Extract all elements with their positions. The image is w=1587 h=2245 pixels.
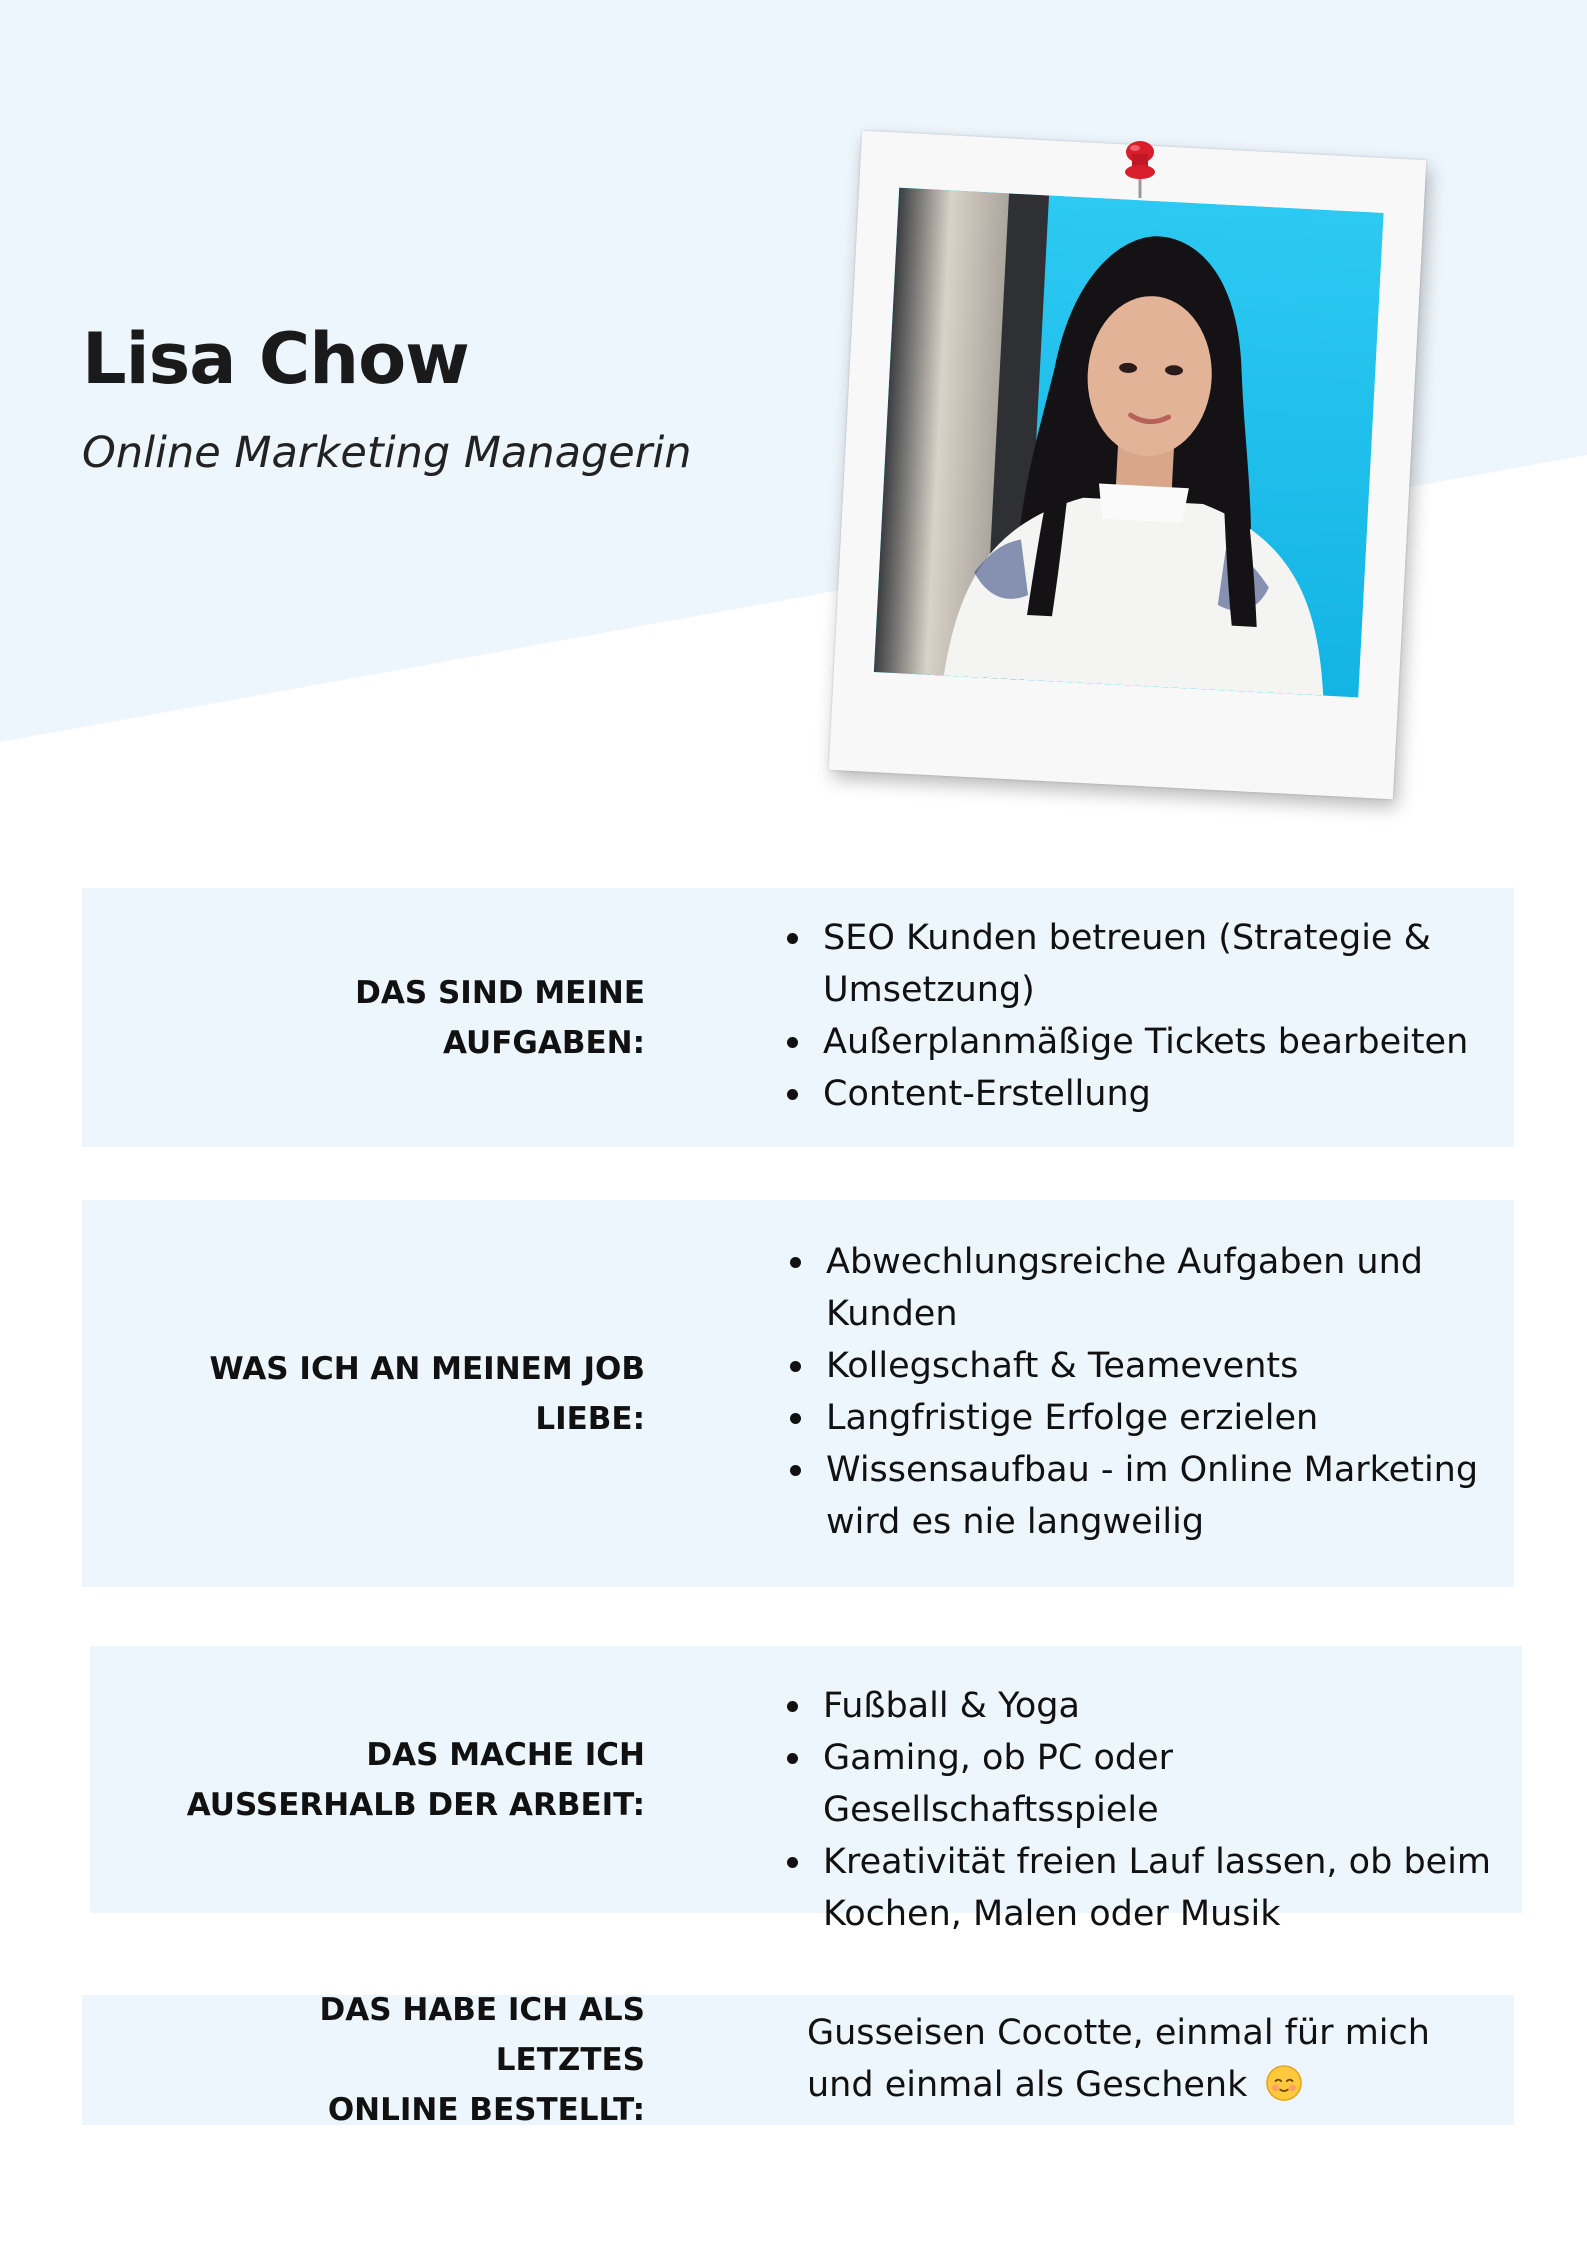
section-label — [165, 1992, 645, 2128]
section-label — [165, 1200, 645, 1587]
section-label-line: ONLINE BESTELLT: — [327, 2092, 645, 2128]
portrait-photo — [874, 188, 1384, 698]
section-hobbies — [90, 1646, 1522, 1934]
section-label-line: AUSSERHALB DER ARBEIT: — [186, 1786, 645, 1823]
smiling-face-emoji-icon — [1265, 2064, 1303, 2102]
list-item: Langfristige Erfolge erzielen — [790, 1392, 1490, 1444]
bullet-icon — [787, 1753, 798, 1764]
section-label-line: DAS MACHE ICH — [366, 1736, 645, 1773]
last-order-text: Gusseisen Cocotte, einmal für mich und einmal als Geschenk — [807, 2013, 1430, 2105]
list-item: Content-Erstellung — [787, 1068, 1487, 1120]
bullet-icon — [790, 1257, 801, 1268]
section-job-love — [82, 1200, 1514, 1587]
person-name: Lisa Chow — [82, 318, 469, 400]
list-item: Wissensaufbau - im Online Marketing wird es nie langweilig — [790, 1444, 1490, 1548]
polaroid-frame — [829, 131, 1427, 800]
section-label-line: DAS HABE ICH ALS LETZTES — [319, 1992, 645, 2078]
list-item: Gaming, ob PC oder Gesellschaftsspiele — [787, 1732, 1517, 1836]
list-item: Außerplanmäßige Tickets bearbeiten — [787, 1016, 1487, 1068]
section-label — [165, 1646, 645, 1913]
bullet-icon — [787, 933, 798, 944]
list-item: Fußball & Yoga — [787, 1680, 1517, 1732]
section-label — [165, 888, 645, 1147]
bullet-icon — [790, 1413, 801, 1424]
red-pushpin-icon — [1120, 140, 1160, 200]
list-item: Abwechlungsreiche Aufgaben und Kunden — [790, 1236, 1490, 1340]
bullet-icon — [790, 1361, 801, 1372]
list-item: Kreativität freien Lauf lassen, ob beim Kochen, Malen oder Musik — [787, 1836, 1517, 1940]
bullet-icon — [787, 1701, 798, 1712]
portrait-illustration — [874, 188, 1384, 698]
bullet-icon — [787, 1037, 798, 1048]
section-label-line: WAS ICH AN MEINEM JOB LIEBE: — [209, 1350, 645, 1437]
person-role: Online Marketing Managerin — [82, 428, 692, 478]
hobbies-list — [787, 1680, 1517, 1940]
task-list — [787, 912, 1487, 1120]
section-tasks — [82, 888, 1514, 1147]
bullet-icon — [787, 1089, 798, 1100]
list-item: Kollegschaft & Teamevents — [790, 1340, 1490, 1392]
job-love-list — [790, 1236, 1490, 1548]
list-item: SEO Kunden betreuen (Strategie & Umsetzung) — [787, 912, 1487, 1016]
section-label-line: DAS SIND MEINE AUFGABEN: — [355, 974, 645, 1061]
section-last-order — [82, 1992, 1514, 2128]
bullet-icon — [787, 1857, 798, 1868]
bullet-icon — [790, 1465, 801, 1476]
